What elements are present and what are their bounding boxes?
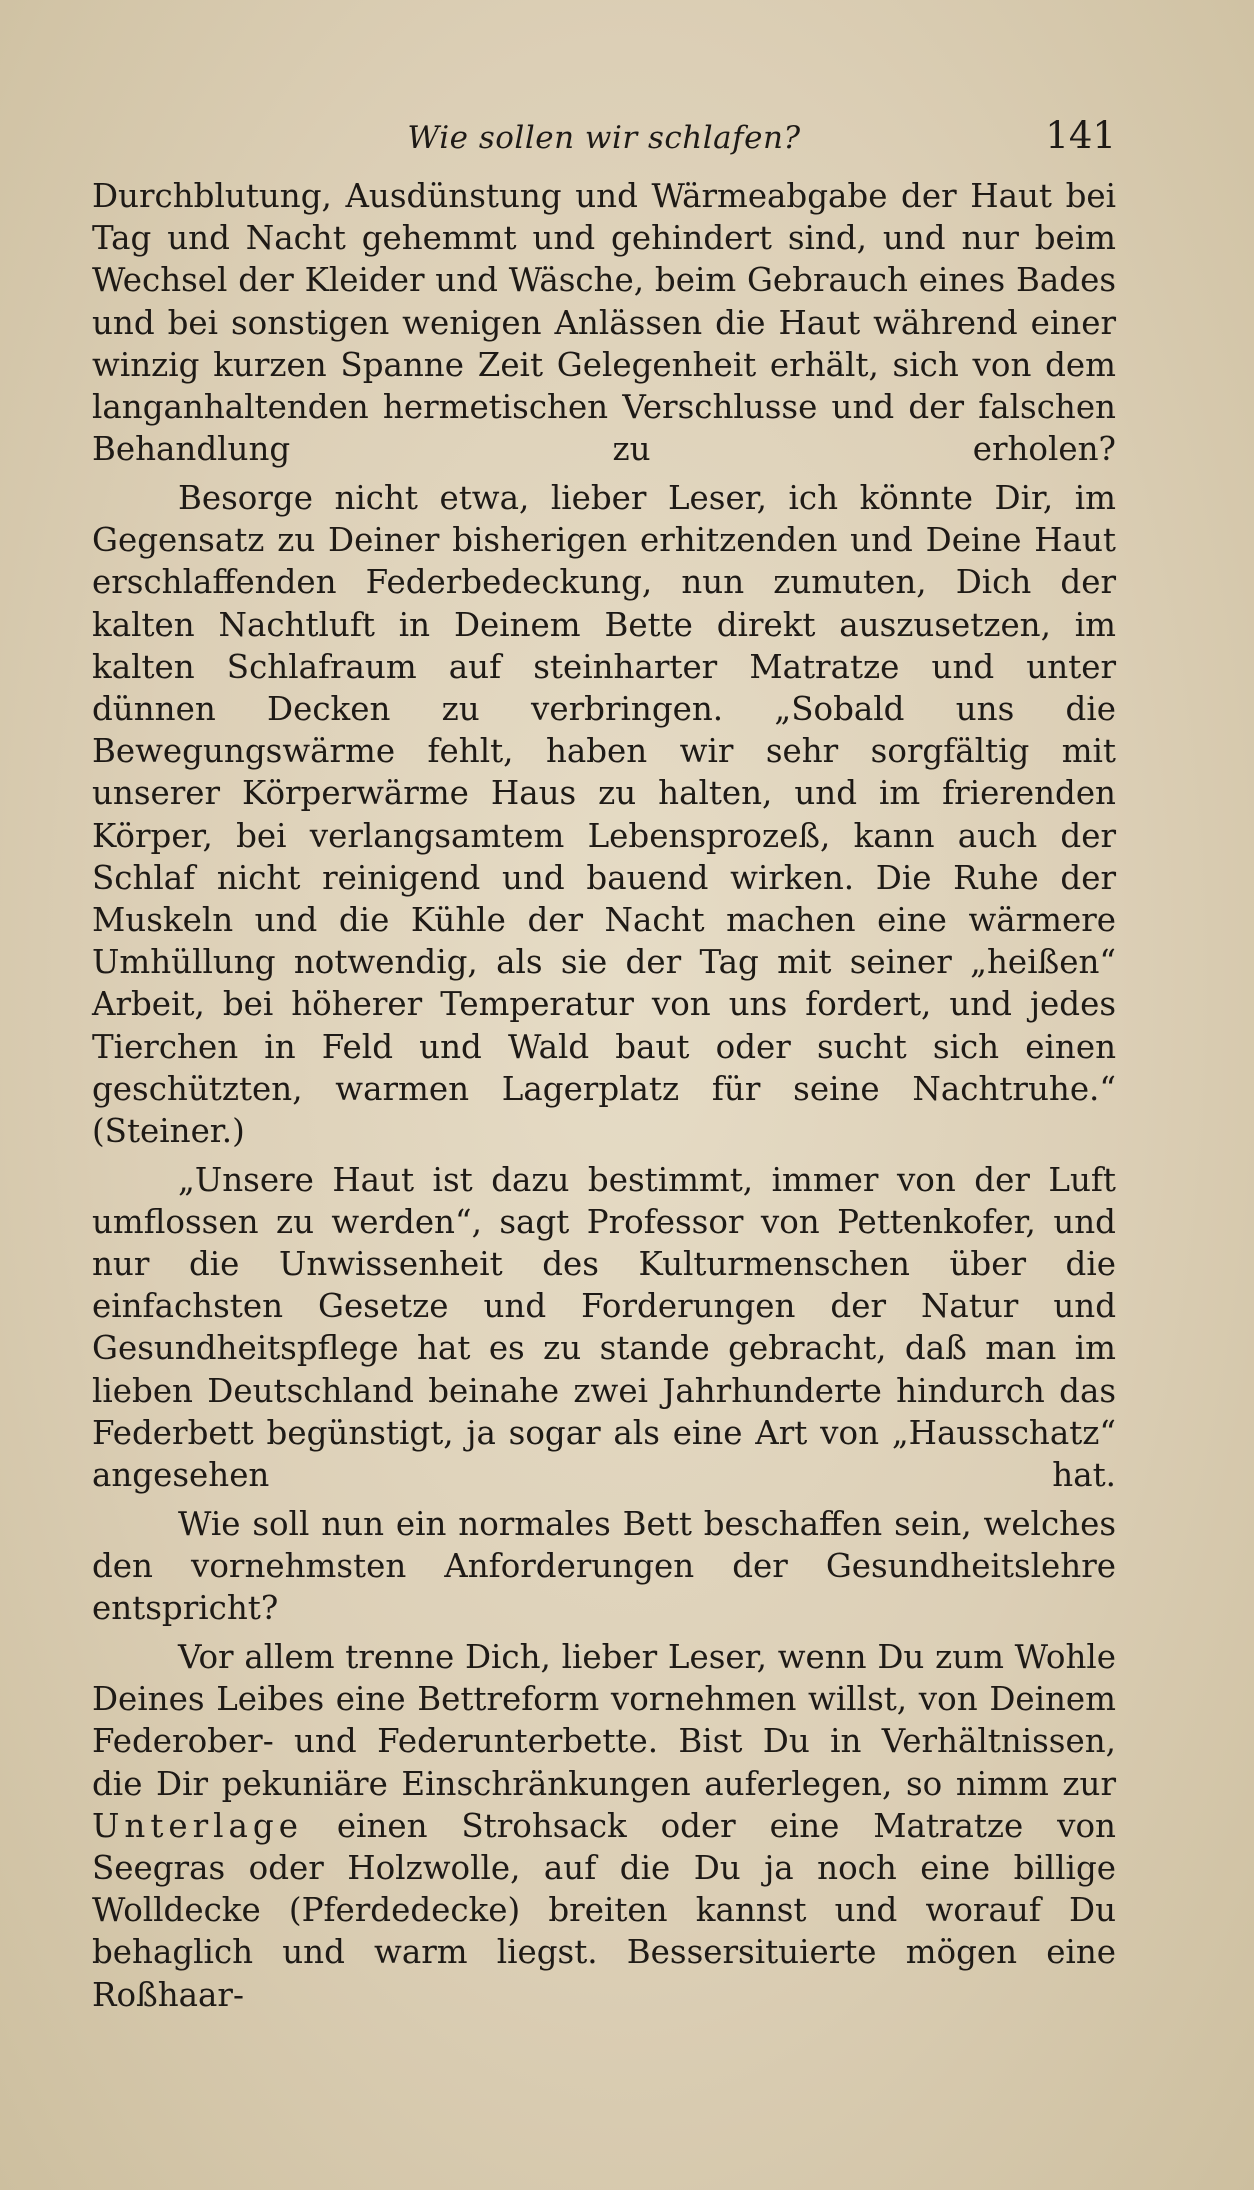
- running-title: Wie sollen wir schlafen?: [407, 120, 801, 156]
- paragraph-1: Durchblutung, Ausdünstung und Wärmeabgabe der Haut bei Tag und Nacht gehemmt und gehindert sind, und nur beim Wechsel der Kleider und Wäsche, beim Gebrauch eines Bades und bei sonstigen wenigen Anlässen die Haut während einer winzig kurzen Spanne Zeit Gelegenheit erhält, sich von dem langanhaltenden hermetischen Verschlusse und der falschen Behandlung zu erholen?: [92, 177, 1116, 469]
- emphasized-word: Unterlage: [92, 1806, 303, 1845]
- paragraph-5: [92, 1636, 1116, 2016]
- page-number: 141: [1045, 114, 1116, 157]
- paragraph-3: „Unsere Haut ist dazu bestimmt, immer von der Luft umflossen zu werden“, sagt Professor von Pettenkofer, und nur die Unwissenheit des Kulturmenschen über die einfachsten Gesetze und Forderungen der Natur und Gesundheitspflege hat es zu stande gebracht, daß man im lieben Deutschland beinahe zwei Jahrhunderte hindurch das Federbett begünstigt, ja sogar als eine Art von „Hausschatz“ angesehen hat.: [92, 1160, 1116, 1495]
- paragraph-4: Wie soll nun ein normales Bett beschaffen sein, welches den vornehmsten Anforderungen der Gesundheitslehre entspricht?: [92, 1504, 1116, 1628]
- paragraph-5-text-before: Vor allem trenne Dich, lieber Leser, wenn Du zum Wohle Deines Leibes eine Bettreform vornehmen willst, von Deinem Federober- und Federunterbette. Bist Du in Verhältnissen, die Dir pekuniäre Einschränkungen auferlegen, so nimm zur: [92, 1637, 1116, 1803]
- paragraph-2: Besorge nicht etwa, lieber Leser, ich könnte Dir, im Gegensatz zu Deiner bisherigen erhitzenden und Deine Haut erschlaffenden Federbedeckung, nun zumuten, Dich der kalten Nachtluft in Deinem Bette direkt auszusetzen, im kalten Schlafraum auf steinharter Matratze und unter dünnen Decken zu verbringen. „Sobald uns die Bewegungswärme fehlt, haben wir sehr sorgfältig mit unserer Körperwärme Haus zu halten, und im frierenden Körper, bei verlangsamtem Lebensprozeß, kann auch der Schlaf nicht reinigend und bauend wirken. Die Ruhe der Muskeln und die Kühle der Nacht machen eine wärmere Umhüllung notwendig, als sie der Tag mit seiner „heißen“ Arbeit, bei höherer Temperatur von uns fordert, und jedes Tierchen in Feld und Wald baut oder sucht sich einen geschützten, warmen Lagerplatz für seine Nachtruhe.“ (Steiner.): [92, 478, 1116, 1150]
- page-header: [92, 112, 1116, 162]
- paragraph-5-text-after: einen Strohsack oder eine Matratze von Seegras oder Holzwolle, auf die Du ja noch eine billige Wolldecke (Pferdedecke) breiten kannst und worauf Du behaglich und warm liegst. Bessersituierte mögen eine Roßhaar-: [92, 1806, 1116, 2014]
- body-text: [92, 175, 1116, 2022]
